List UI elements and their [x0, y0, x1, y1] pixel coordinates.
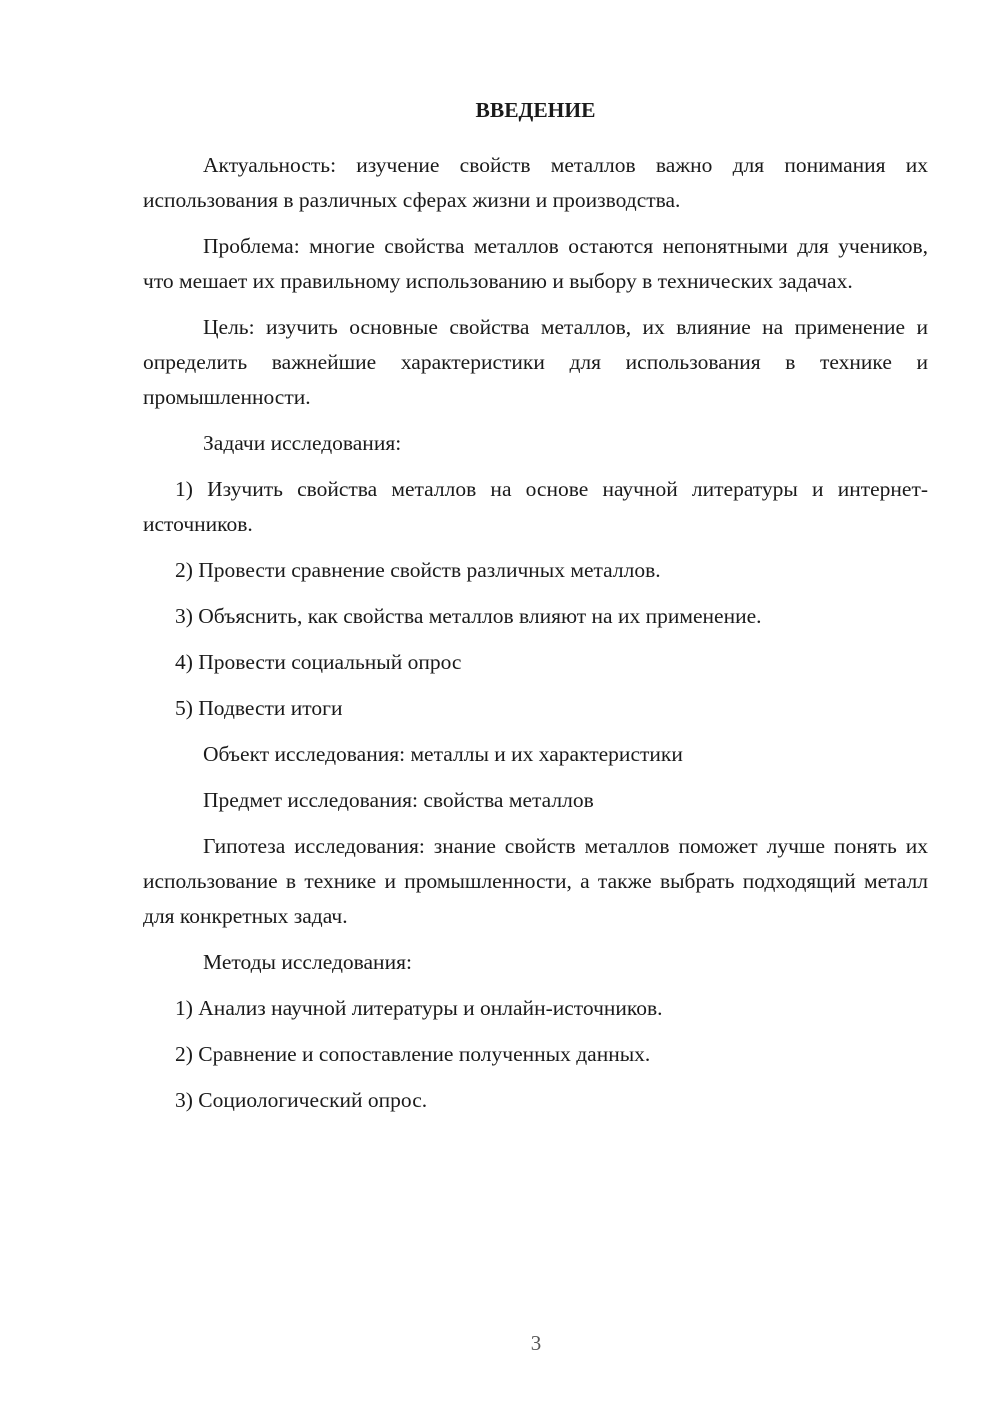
relevance-paragraph: Актуальность: изучение свойств металлов важно для понимания их использования в различных сферах жизни и производства. [143, 153, 928, 212]
method-item: 2) Сравнение и сопоставление полученных данных. [175, 1042, 651, 1066]
method-item: 3) Социологический опрос. [175, 1088, 428, 1112]
task-item: 5) Подвести итоги [175, 696, 343, 720]
task-item: 3) Объяснить, как свойства металлов влияют на их применение. [175, 604, 762, 628]
tasks-heading: Задачи исследования: [203, 431, 402, 455]
subject-paragraph: Предмет исследования: свойства металлов [203, 788, 594, 812]
problem-paragraph: Проблема: многие свойства металлов остаются непонятными для учеников, что мешает их правильному использованию и выбору в технических задачах. [143, 234, 928, 293]
document-page [143, 92, 928, 1129]
methods-heading: Методы исследования: [203, 950, 412, 974]
hypothesis-paragraph: Гипотеза исследования: знание свойств металлов поможет лучше понять их использование в технике и промышленности, а также выбрать подходящий металл для конкретных задач. [143, 834, 928, 928]
section-title: ВВЕДЕНИЕ [475, 98, 596, 122]
method-item: 1) Анализ научной литературы и онлайн-источников. [175, 996, 663, 1020]
page-number: 3 [530, 1331, 542, 1355]
task-item: 4) Провести социальный опрос [175, 650, 462, 674]
task-item: 1) Изучить свойства металлов на основе научной литературы и интернет-источников. [143, 477, 928, 536]
goal-paragraph: Цель: изучить основные свойства металлов, их влияние на применение и определить важнейшие характеристики для использования в технике и промышленности. [143, 315, 928, 409]
object-paragraph: Объект исследования: металлы и их характеристики [203, 742, 683, 766]
task-item: 2) Провести сравнение свойств различных металлов. [175, 558, 661, 582]
